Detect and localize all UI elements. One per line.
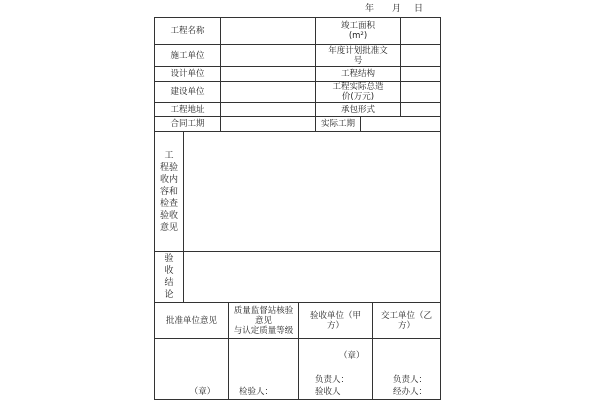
acceptance-conclusion-label-line: 结	[164, 278, 174, 288]
day-label: 日	[414, 4, 424, 14]
handover-unit-sign-area[interactable]	[373, 339, 440, 399]
acceptance-opinion-label	[155, 132, 183, 251]
acceptance-opinion-text	[160, 150, 178, 234]
border-right	[440, 17, 441, 400]
acceptance-opinion-label-line: 检查	[159, 198, 178, 209]
approval-unit-label: 批准单位意见	[165, 315, 217, 326]
completed-area-label	[316, 18, 400, 44]
acceptance-opinion-label-line: 容和	[159, 186, 178, 197]
quality-station-label	[229, 303, 298, 338]
inspector-label: 检验人：	[239, 387, 274, 397]
contract-form-value[interactable]	[401, 103, 440, 116]
acceptance-opinion-label-line: 收内	[159, 174, 178, 185]
annual-plan-value[interactable]	[401, 45, 440, 66]
acceptance-seal-text: （章）	[339, 351, 365, 361]
annual-plan-label	[316, 45, 400, 66]
total-cost-label-line2: 价(万元)	[341, 92, 375, 102]
acceptance-opinion-label-line: 意见	[159, 222, 178, 233]
acceptance-unit-sign-area[interactable]	[299, 339, 372, 399]
annual-plan-label-line2: 号	[353, 55, 363, 66]
design-unit-value[interactable]	[221, 67, 315, 81]
annual-plan-label-line1: 年度计划批准文	[328, 45, 388, 56]
approval-seal-text: （章）	[189, 387, 216, 397]
completed-area-label-line1: 竣工面积	[340, 21, 375, 31]
approval-unit-sign-area[interactable]	[155, 339, 228, 399]
acceptance-conclusion-label-line: 论	[164, 290, 174, 300]
builder-unit-label: 建设单位	[170, 87, 205, 97]
completed-area-unit: (m²)	[348, 31, 368, 41]
quality-station-line3: 与认定质量等级	[233, 325, 294, 336]
project-address-value[interactable]	[221, 103, 315, 116]
quality-station-line1: 质量监督站核验	[233, 305, 294, 316]
quality-station-sign-area[interactable]	[229, 339, 298, 399]
person-in-charge-a-label: 负责人：	[315, 375, 350, 385]
project-name-label: 工程名称	[170, 26, 205, 36]
construction-unit-value[interactable]	[221, 45, 315, 66]
quality-station-line2: 意见	[254, 315, 272, 326]
acceptance-conclusion-label-line: 收	[164, 266, 174, 276]
total-cost-label-line1: 工程实际总造	[332, 82, 384, 92]
month-label: 月	[392, 4, 402, 14]
handover-unit-line2: 方）	[397, 320, 415, 331]
contract-period-value[interactable]	[221, 117, 315, 131]
actual-period-value[interactable]	[361, 117, 440, 131]
project-name-value[interactable]	[221, 18, 315, 44]
handover-unit-label	[373, 303, 440, 338]
contract-form-label: 承包形式	[340, 104, 375, 115]
acceptance-opinion-value[interactable]	[184, 132, 440, 251]
year-label: 年	[365, 4, 375, 14]
acceptance-unit-line1: 验收单位（甲	[309, 310, 361, 321]
handler-label: 经办人：	[393, 387, 428, 397]
handover-unit-line1: 交工单位（乙	[380, 310, 432, 321]
acceptance-conclusion-label	[155, 252, 183, 302]
contract-period-label: 合同工期	[170, 119, 205, 129]
acceptor-label: 验收人	[315, 387, 341, 397]
acceptance-unit-label	[299, 303, 372, 338]
acceptance-opinion-label-line: 验收	[159, 210, 178, 221]
acceptance-opinion-label-line: 程验	[159, 162, 178, 173]
acceptance-conclusion-text	[164, 253, 173, 301]
acceptance-conclusion-value[interactable]	[184, 252, 440, 302]
acceptance-unit-line2: 方）	[326, 320, 344, 331]
project-structure-label: 工程结构	[340, 69, 375, 79]
design-unit-label: 设计单位	[170, 69, 205, 79]
completed-area-value[interactable]	[401, 18, 440, 44]
construction-unit-label: 施工单位	[170, 50, 205, 61]
builder-unit-value[interactable]	[221, 82, 315, 102]
total-cost-label	[316, 82, 400, 102]
actual-period-label: 实际工期	[320, 119, 355, 129]
acceptance-conclusion-label-line: 验	[164, 254, 174, 264]
person-in-charge-b-label: 负责人：	[393, 375, 428, 385]
total-cost-value[interactable]	[401, 82, 440, 102]
acceptance-opinion-label-line: 工	[164, 150, 174, 161]
project-structure-value[interactable]	[401, 67, 440, 81]
project-address-label: 工程地址	[170, 104, 205, 115]
